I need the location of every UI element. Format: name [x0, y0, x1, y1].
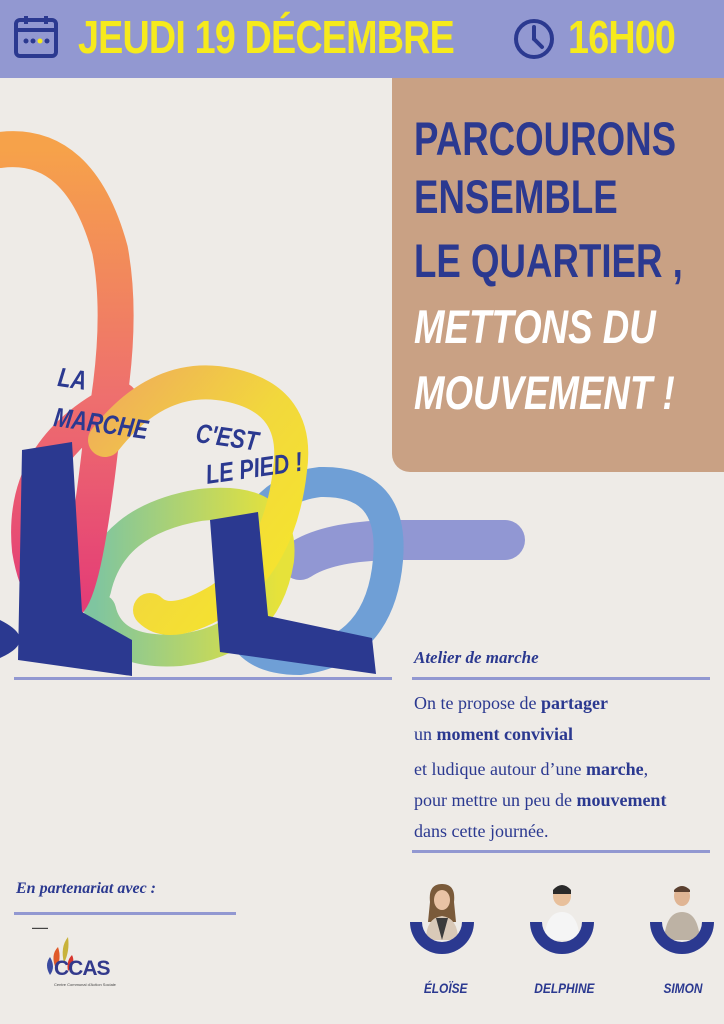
person-arc-icon	[408, 920, 476, 960]
slogan-line-3: C'EST	[193, 418, 261, 457]
event-time: 16H00	[568, 11, 676, 63]
atelier-title: Atelier de marche	[414, 648, 539, 667]
divider-atelier-top	[412, 677, 710, 680]
divider-left	[14, 677, 392, 680]
title-line-4: METTONS DU	[414, 300, 656, 353]
header-bar	[0, 0, 724, 78]
atelier-line-2: un moment convivial	[414, 724, 573, 744]
atelier-line-3: et ludique autour d’une marche,	[414, 759, 649, 779]
person-name-delphine: DELPHINE	[534, 980, 595, 996]
ccas-logo-text: CCAS	[54, 957, 110, 980]
person-eloise	[408, 882, 476, 992]
title-line-5: MOUVEMENT !	[414, 366, 675, 419]
slogan-line-1: LA	[55, 362, 89, 396]
person-name-eloise: ÉLOÏSE	[423, 980, 468, 996]
ccas-logo-caption: Centre Communal d'Action Sociale	[54, 982, 116, 987]
atelier-line-4: pour mettre un peu de mouvement	[414, 790, 667, 810]
ccas-logo	[30, 925, 130, 993]
clock-icon	[512, 17, 556, 61]
divider-partner	[14, 912, 236, 915]
calendar-icon	[13, 14, 59, 60]
slogan-line-4: LE PIED !	[203, 446, 305, 490]
person-simon	[648, 882, 716, 992]
ccas-logo-header: ▬▬▬▬	[32, 925, 48, 930]
title-line-2: ENSEMBLE	[414, 170, 618, 223]
event-date: JEUDI 19 DÉCEMBRE	[78, 11, 454, 63]
atelier-line-5: dans cette journée.	[414, 821, 549, 841]
divider-atelier-bottom	[412, 850, 710, 853]
person-arc-icon	[648, 920, 716, 960]
person-delphine	[528, 882, 596, 992]
slogan-line-2: MARCHE	[51, 402, 151, 446]
person-name-simon: SIMON	[663, 980, 703, 996]
title-line-3: LE QUARTIER ,	[414, 234, 683, 287]
atelier-line-1: On te propose de partager	[414, 693, 608, 713]
partner-title: En partenariat avec :	[16, 880, 156, 897]
title-line-1: PARCOURONS	[414, 112, 677, 165]
person-arc-icon	[528, 920, 596, 960]
